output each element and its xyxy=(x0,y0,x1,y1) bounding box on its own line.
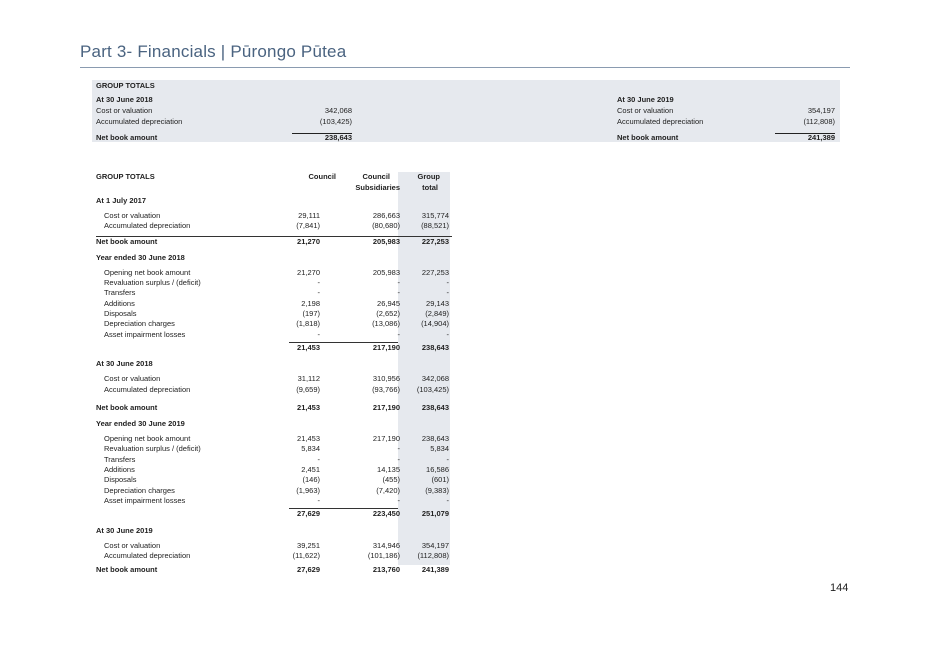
cell-subsidiaries: - xyxy=(397,444,400,454)
cell-group: - xyxy=(446,454,449,464)
table-row xyxy=(96,299,452,309)
table-row xyxy=(96,268,452,278)
summary-label: Cost or valuation xyxy=(617,106,674,115)
summary-2019 xyxy=(617,95,835,144)
table-row xyxy=(96,444,452,454)
summary-value: (103,425) xyxy=(319,117,352,126)
table-row xyxy=(96,278,452,288)
summary-title: GROUP TOTALS xyxy=(96,81,155,90)
cell-group: 29,143 xyxy=(426,298,449,308)
table-row xyxy=(96,434,452,444)
cell-subsidiaries: - xyxy=(397,278,400,288)
table-row-total xyxy=(96,236,452,247)
row-label: Net book amount xyxy=(96,565,158,575)
cell-group: (14,904) xyxy=(421,319,449,329)
row-label: Additions xyxy=(104,465,135,475)
row-label: Additions xyxy=(104,298,135,308)
cell-subsidiaries: - xyxy=(397,329,400,339)
cell-council: (1,963) xyxy=(296,485,320,495)
cell-council: 27,629 xyxy=(297,509,320,519)
cell-council: - xyxy=(317,329,320,339)
cell-subsidiaries: (101,186) xyxy=(367,550,400,560)
cell-group: - xyxy=(446,329,449,339)
cell-council: 39,251 xyxy=(297,540,320,550)
table-row xyxy=(96,319,452,329)
cell-council: 21,453 xyxy=(297,434,320,444)
cell-group: (112,808) xyxy=(417,550,449,560)
summary-nba-value: 238,643 xyxy=(324,133,352,142)
table-row xyxy=(96,455,452,465)
cell-group: (88,521) xyxy=(421,221,449,231)
cell-council: (9,659) xyxy=(296,384,320,394)
year-2018-movements xyxy=(96,268,452,343)
row-label: Opening net book amount xyxy=(104,267,191,277)
cell-group: 354,197 xyxy=(421,540,449,550)
cell-subsidiaries: (7,420) xyxy=(376,485,400,495)
row-label: Disposals xyxy=(104,309,137,319)
cell-group: 238,643 xyxy=(421,402,449,412)
row-label: Cost or valuation xyxy=(104,374,161,384)
section-label: Year ended 30 June 2018 xyxy=(96,252,185,262)
col-header-council: Council xyxy=(308,172,336,181)
summary-value: 354,197 xyxy=(807,106,835,115)
cell-subsidiaries: 217,190 xyxy=(372,402,400,412)
summary-label: Cost or valuation xyxy=(96,106,153,115)
cell-group: 315,774 xyxy=(421,211,449,220)
summary-nba-label: Net book amount xyxy=(96,133,158,142)
cell-council: - xyxy=(317,454,320,464)
cell-subsidiaries: (80,680) xyxy=(372,221,400,231)
summary-value: (112,808) xyxy=(803,117,835,126)
cell-council: (197) xyxy=(302,309,320,319)
section-label: At 30 June 2019 xyxy=(96,525,153,535)
row-label: Depreciation charges xyxy=(104,485,175,495)
row-label: Asset impairment losses xyxy=(104,329,186,339)
cell-group: 238,643 xyxy=(421,434,449,444)
cell-group: 5,834 xyxy=(430,444,449,454)
row-label: Revaluation surplus / (deficit) xyxy=(104,278,201,288)
cell-council: 21,270 xyxy=(297,236,320,246)
header-rule xyxy=(80,67,850,68)
section-heading xyxy=(96,357,452,370)
cell-council: 2,451 xyxy=(301,465,320,475)
section-heading xyxy=(96,524,452,537)
table-row-total xyxy=(96,509,452,519)
summary-value: 342,068 xyxy=(324,106,352,115)
cell-group: 342,068 xyxy=(421,374,449,384)
table-row-total xyxy=(96,565,452,575)
row-label: Accumulated depreciation xyxy=(104,384,191,394)
table-row xyxy=(96,486,452,496)
table-row xyxy=(96,551,452,561)
cell-group: (9,383) xyxy=(425,485,449,495)
cell-subsidiaries: 205,983 xyxy=(372,267,400,277)
col-header-group-2: total xyxy=(422,183,438,192)
table-row xyxy=(96,541,452,551)
cell-subsidiaries: 213,760 xyxy=(372,565,400,575)
table-row xyxy=(96,309,452,319)
table-row-total xyxy=(96,343,452,353)
summary-label: Accumulated depreciation xyxy=(96,117,183,126)
cell-council: - xyxy=(317,495,320,505)
summary-nba-label: Net book amount xyxy=(617,133,679,142)
cell-council: - xyxy=(317,278,320,288)
cell-council: 27,629 xyxy=(297,565,320,575)
cell-council: 31,112 xyxy=(297,374,320,384)
table-row xyxy=(96,374,452,384)
row-label: Net book amount xyxy=(96,236,158,246)
col-header-subsidiaries-2: Subsidiaries xyxy=(355,183,400,192)
row-label: Disposals xyxy=(104,475,137,485)
cell-council: (11,622) xyxy=(292,550,320,560)
row-label: Cost or valuation xyxy=(104,540,161,550)
cell-subsidiaries: 286,663 xyxy=(372,211,400,220)
section-heading xyxy=(96,194,452,207)
page-title: Part 3- Financials | Pūrongo Pūtea xyxy=(80,42,347,61)
cell-subsidiaries: 26,945 xyxy=(377,298,400,308)
cell-subsidiaries: 205,983 xyxy=(372,236,400,246)
table-row xyxy=(96,465,452,475)
row-label: Revaluation surplus / (deficit) xyxy=(104,444,201,454)
cell-subsidiaries: - xyxy=(397,288,400,298)
cell-subsidiaries: 14,135 xyxy=(377,465,400,475)
cell-council: - xyxy=(317,288,320,298)
row-label: Depreciation charges xyxy=(104,319,175,329)
cell-council: 29,111 xyxy=(298,211,320,220)
row-label: Opening net book amount xyxy=(104,434,191,444)
cell-subsidiaries: 217,190 xyxy=(372,434,400,444)
cell-subsidiaries: - xyxy=(397,495,400,505)
row-label: Transfers xyxy=(104,454,136,464)
cell-group: - xyxy=(446,278,449,288)
row-label: Transfers xyxy=(104,288,136,298)
cell-group: 238,643 xyxy=(421,342,449,352)
section-label: At 1 July 2017 xyxy=(96,196,147,205)
section-heading xyxy=(96,251,452,264)
table-row xyxy=(96,385,452,395)
col-header-group: Group xyxy=(417,172,440,181)
row-label: Net book amount xyxy=(96,402,158,412)
cell-subsidiaries: 217,190 xyxy=(372,342,400,352)
cell-group: 16,586 xyxy=(426,465,449,475)
cell-group: 251,079 xyxy=(421,509,449,519)
group-totals-summary xyxy=(92,80,840,142)
cell-subsidiaries: 314,946 xyxy=(372,540,400,550)
cell-council: 21,453 xyxy=(297,402,320,412)
cell-group: (2,849) xyxy=(425,309,449,319)
cell-subsidiaries: (13,086) xyxy=(372,319,400,329)
cell-group: - xyxy=(446,495,449,505)
cell-subsidiaries: 223,450 xyxy=(372,509,400,519)
table-row xyxy=(96,496,452,506)
section-label: At 30 June 2018 xyxy=(96,359,153,369)
table-row xyxy=(96,475,452,485)
cell-group: (103,425) xyxy=(416,384,449,394)
summary-2019-heading: At 30 June 2019 xyxy=(617,95,674,104)
cell-group: (601) xyxy=(431,475,449,485)
section-label: Year ended 30 June 2019 xyxy=(96,419,185,429)
cell-council: 5,834 xyxy=(301,444,320,454)
row-label: Cost or valuation xyxy=(104,211,161,220)
year-2019-movements xyxy=(96,434,452,509)
table-row-total xyxy=(96,403,452,413)
section-heading xyxy=(96,417,452,430)
row-label: Asset impairment losses xyxy=(104,495,186,505)
cell-subsidiaries: (455) xyxy=(382,475,400,485)
cell-subsidiaries: 310,956 xyxy=(372,374,400,384)
page-number: 144 xyxy=(830,582,849,594)
table-header xyxy=(96,172,452,194)
summary-2018-heading: At 30 June 2018 xyxy=(96,95,153,104)
summary-label: Accumulated depreciation xyxy=(617,117,704,126)
cell-council: 21,270 xyxy=(297,267,320,277)
table-title: GROUP TOTALS xyxy=(96,172,155,181)
cell-council: (1,818) xyxy=(296,319,320,329)
cell-council: (146) xyxy=(302,475,320,485)
cell-council: (7,841) xyxy=(296,221,320,231)
cell-group: 227,253 xyxy=(421,236,449,246)
cell-subsidiaries: - xyxy=(397,454,400,464)
table-row xyxy=(96,330,452,340)
table-row xyxy=(96,288,452,298)
cell-group: 227,253 xyxy=(421,267,449,277)
table-row xyxy=(96,211,452,221)
table-row xyxy=(96,221,452,231)
cell-group: 241,389 xyxy=(421,565,449,575)
cell-council: 21,453 xyxy=(297,342,320,352)
summary-2018 xyxy=(96,95,352,144)
group-totals-table xyxy=(96,172,452,575)
cell-subsidiaries: (93,766) xyxy=(372,384,400,394)
row-label: Accumulated depreciation xyxy=(104,550,191,560)
summary-nba-value: 241,389 xyxy=(807,133,835,142)
cell-subsidiaries: (2,652) xyxy=(376,309,400,319)
cell-council: 2,198 xyxy=(301,298,320,308)
col-header-subsidiaries: Council xyxy=(362,172,390,181)
cell-group: - xyxy=(446,288,449,298)
row-label: Accumulated depreciation xyxy=(104,221,191,231)
